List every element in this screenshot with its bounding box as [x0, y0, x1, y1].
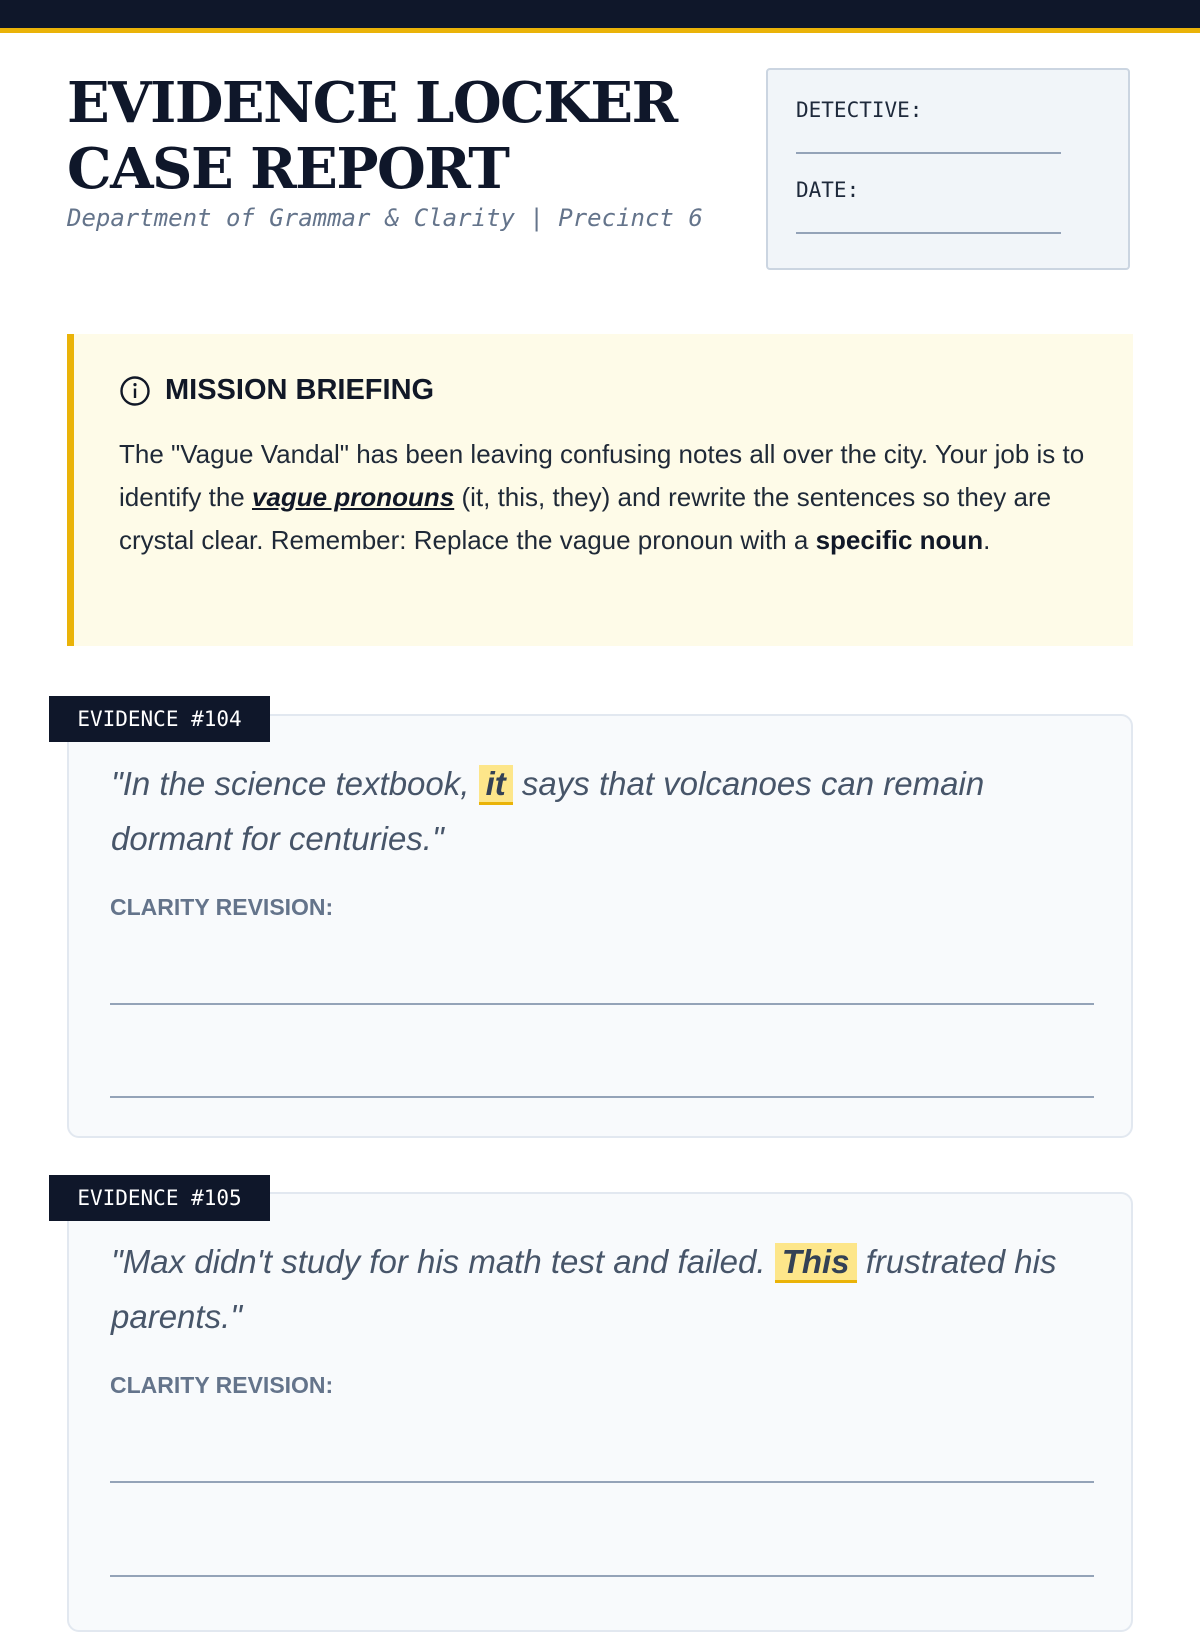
clarity-revision-label: CLARITY REVISION:: [110, 894, 334, 920]
detective-label: DETECTIVE:: [796, 98, 923, 122]
page-title: [67, 70, 677, 202]
title-line-2: CASE REPORT: [67, 136, 509, 202]
title-line-1: EVIDENCE LOCKER: [67, 70, 677, 136]
evidence-card-104: [67, 714, 1133, 1138]
key-term-vague-pronouns: vague pronouns: [251, 482, 455, 512]
answer-line-1[interactable]: [110, 1003, 1094, 1005]
briefing-text-part-1: The "Vague Vandal" has been leaving confusing notes all over the city. Your job is to identify the: [119, 439, 1085, 512]
answer-line-1[interactable]: [110, 1481, 1094, 1483]
detective-name-line[interactable]: [796, 152, 1061, 154]
mission-briefing: [67, 334, 1133, 646]
info-circle-icon: [119, 375, 151, 407]
evidence-tag-105: EVIDENCE #105: [49, 1175, 270, 1221]
date-label: DATE:: [796, 178, 860, 202]
evidence-tag-104: EVIDENCE #104: [49, 696, 270, 742]
evidence-card-105: [67, 1192, 1133, 1632]
briefing-text: [119, 433, 1099, 562]
date-line[interactable]: [796, 232, 1061, 234]
briefing-title: MISSION BRIEFING: [165, 374, 435, 406]
quote-text-before: "In the science textbook,: [111, 765, 479, 802]
briefing-text-part-2: (it, this, they) and rewrite the sentences so they are crystal clear. Remember: Replace the vague pronoun with a: [119, 482, 1052, 555]
highlighted-pronoun: This: [775, 1243, 857, 1283]
page-subtitle: Department of Grammar & Clarity | Precinct 6: [67, 204, 703, 232]
detective-info-box: [766, 68, 1130, 270]
highlighted-pronoun: it: [479, 765, 513, 805]
briefing-header: [119, 374, 434, 407]
quote-text-after: frustrated his parents.": [111, 1243, 1057, 1335]
evidence-quote-104: [111, 756, 1071, 866]
quote-text-before: "Max didn't study for his math test and failed.: [111, 1243, 775, 1280]
quote-text-after: says that volcanoes can remain dormant for centuries.": [111, 765, 985, 857]
key-term-specific-noun: specific noun: [815, 525, 984, 555]
answer-line-2[interactable]: [110, 1096, 1094, 1098]
briefing-text-part-3: .: [983, 525, 991, 555]
clarity-revision-label: CLARITY REVISION:: [110, 1372, 334, 1398]
answer-line-2[interactable]: [110, 1575, 1094, 1577]
top-banner: [0, 0, 1200, 33]
evidence-quote-105: [111, 1234, 1071, 1344]
